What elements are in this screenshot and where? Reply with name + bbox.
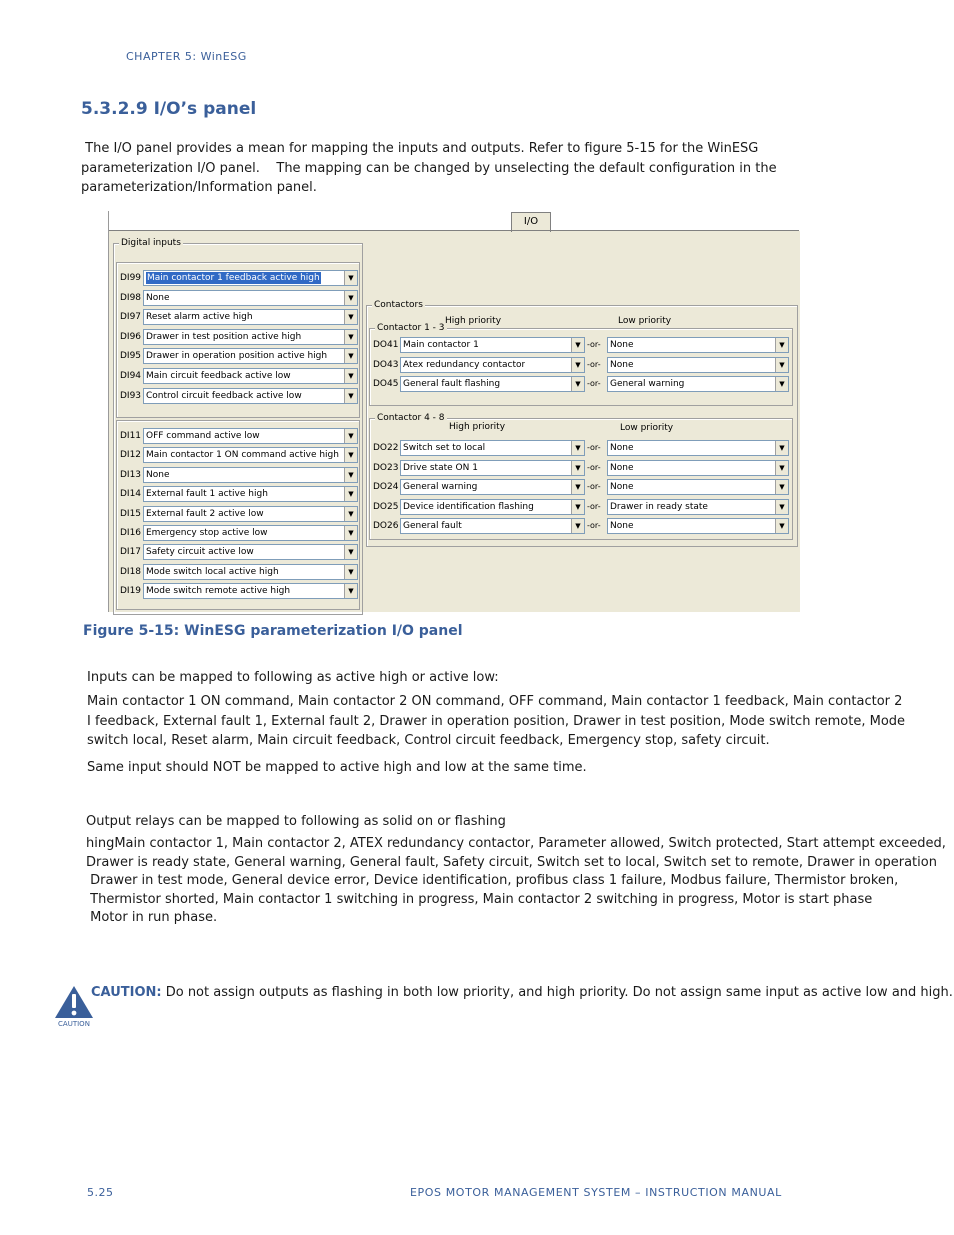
mapping-dropdown[interactable] [143, 428, 358, 444]
dropdown-arrow-icon[interactable]: ▼ [571, 377, 584, 391]
digital-input-label: DI14 [120, 489, 142, 500]
dropdown-value: None [610, 443, 634, 453]
mapping-dropdown[interactable] [400, 518, 585, 534]
digital-input-label: DI12 [120, 450, 142, 461]
mapping-dropdown[interactable] [607, 357, 789, 373]
high-priority-label: High priority [449, 422, 506, 432]
digital-output-label: DO41 [373, 340, 399, 350]
dropdown-value: None [610, 359, 634, 370]
dropdown-arrow-icon[interactable]: ▼ [344, 330, 357, 344]
mapping-dropdown[interactable] [143, 564, 358, 580]
dropdown-arrow-icon[interactable]: ▼ [344, 545, 357, 559]
tab-strip [109, 211, 800, 231]
dropdown-arrow-icon[interactable]: ▼ [344, 584, 357, 598]
dropdown-arrow-icon[interactable]: ▼ [344, 389, 357, 403]
dropdown-arrow-icon[interactable]: ▼ [775, 441, 788, 455]
or-separator: -or- [587, 379, 601, 388]
digital-input-row [120, 428, 356, 444]
dropdown-arrow-icon[interactable]: ▼ [344, 526, 357, 540]
digital-output-row [373, 518, 789, 534]
digital-output-label: DO23 [373, 462, 399, 473]
digital-input-label: DI16 [120, 528, 142, 538]
contactors-group [366, 300, 798, 547]
contactors-label: Contactors [374, 300, 423, 310]
section-title: 5.3.2.9 I/O’s panel [81, 99, 257, 119]
mapping-dropdown[interactable] [607, 337, 789, 353]
low-priority-label: Low priority [618, 316, 672, 326]
contactor-1-3-group [369, 316, 793, 406]
dropdown-value: None [610, 482, 634, 492]
digital-input-row [120, 270, 356, 286]
or-separator: -or- [587, 359, 601, 369]
outputs-line: Drawer is ready state, General warning, General fault, Safety circuit, Switch set to local, Switch set to remote, Drawer in operation [86, 854, 937, 870]
digital-input-row [120, 506, 356, 522]
dropdown-arrow-icon[interactable]: ▼ [775, 338, 788, 352]
outputs-intro: Output relays can be mapped to following as solid on or flashing [86, 814, 506, 829]
mapping-dropdown[interactable] [400, 499, 585, 515]
mapping-dropdown[interactable] [143, 388, 358, 404]
tab-io[interactable]: I/O [511, 212, 551, 232]
digital-input-row [120, 309, 356, 325]
dropdown-arrow-icon[interactable]: ▼ [775, 480, 788, 494]
dropdown-arrow-icon[interactable]: ▼ [775, 461, 788, 475]
dropdown-value: Main contactor 1 [403, 340, 479, 350]
mapping-dropdown[interactable] [143, 329, 358, 345]
mapping-dropdown[interactable] [143, 348, 358, 364]
mapping-dropdown[interactable] [400, 376, 585, 392]
digital-inputs-label: Digital inputs [121, 238, 181, 248]
dropdown-value: Main circuit feedback active low [146, 371, 291, 381]
digital-input-row [120, 486, 356, 502]
digital-input-label: DI95 [120, 351, 142, 362]
outputs-line: hingMain contactor 1, Main contactor 2, ATEX redundancy contactor, Parameter allowed, Switch protected, Start attempt exceeded, [86, 836, 946, 851]
digital-input-label: DI17 [120, 547, 142, 558]
dropdown-value: Drive state ON 1 [403, 462, 478, 473]
dropdown-value: External fault 1 active high [146, 489, 268, 500]
dropdown-arrow-icon[interactable]: ▼ [344, 310, 357, 324]
mapping-dropdown[interactable] [143, 506, 358, 522]
mapping-dropdown[interactable] [143, 290, 358, 306]
digital-input-label: DI19 [120, 586, 142, 597]
digital-input-row [120, 368, 356, 384]
digital-input-label: DI96 [120, 331, 142, 342]
dropdown-value: Switch set to local [403, 443, 486, 453]
dropdown-value: General warning [403, 482, 478, 492]
digital-input-row [120, 467, 356, 483]
digital-input-row [120, 544, 356, 560]
dropdown-arrow-icon[interactable]: ▼ [775, 377, 788, 391]
mapping-dropdown[interactable] [607, 479, 789, 495]
dropdown-value: Drawer in operation position active high [146, 351, 328, 362]
dropdown-value: External fault 2 active low [146, 508, 264, 519]
digital-output-row [373, 440, 789, 456]
low-priority-label: Low priority [620, 423, 674, 433]
dropdown-value: General fault flashing [403, 379, 501, 389]
digital-input-label: DI93 [120, 390, 142, 401]
inputs-list: Main contactor 1 ON command, Main contactor 2 ON command, OFF command, Main contactor 1 feedback, Main contactor 2 I feedback, External fault 1, External fault 2, Drawer in operation position, Drawer in test position, Mode switch remote, Mode switch local, Reset alarm, Main circuit feedback, Control circuit feedback, Emergency stop, safety circuit. [87, 694, 906, 748]
or-separator: -or- [587, 482, 601, 491]
dropdown-arrow-icon[interactable]: ▼ [571, 441, 584, 455]
dropdown-arrow-icon[interactable]: ▼ [571, 461, 584, 475]
dropdown-value: Main contactor 1 feedback active high [147, 273, 320, 283]
dropdown-value: OFF command active low [146, 431, 260, 441]
digital-input-label: DI98 [120, 292, 142, 303]
digital-input-row [120, 447, 356, 463]
or-separator: -or- [587, 462, 601, 472]
dropdown-value: Mode switch remote active high [146, 586, 291, 597]
mapping-dropdown[interactable] [143, 486, 358, 502]
dropdown-arrow-icon[interactable]: ▼ [344, 468, 357, 482]
dropdown-arrow-icon[interactable]: ▼ [344, 448, 357, 462]
contactor-1-3-label: Contactor 1 - 3 [377, 323, 445, 333]
caution-icon [54, 985, 94, 1027]
digital-input-row [120, 583, 356, 599]
mapping-dropdown[interactable] [607, 376, 789, 392]
dropdown-value: Emergency stop active low [146, 528, 268, 538]
footer-title: EPOS MOTOR MANAGEMENT SYSTEM – INSTRUCTION MANUAL [410, 1186, 782, 1199]
dropdown-value: None [146, 469, 170, 480]
digital-input-row [120, 290, 356, 306]
digital-output-label: DO22 [373, 443, 399, 453]
digital-input-label: DI18 [120, 566, 142, 577]
digital-output-row [373, 376, 789, 392]
digital-input-label: DI11 [120, 431, 142, 441]
digital-input-label: DI13 [120, 469, 142, 480]
dropdown-arrow-icon[interactable]: ▼ [344, 291, 357, 305]
dropdown-value: General fault [403, 521, 462, 531]
digital-input-row [120, 348, 356, 364]
contactor-4-8-group [369, 413, 793, 540]
intro-line: parameterization I/O panel. The mapping can be changed by unselecting the default configuration in the [81, 160, 777, 176]
digital-output-label: DO26 [373, 521, 399, 531]
dropdown-arrow-icon[interactable]: ▼ [344, 487, 357, 501]
or-separator: -or- [587, 340, 601, 349]
intro-line: The I/O panel provides a mean for mapping the inputs and outputs. Refer to figure 5-15 for the WinESG [81, 141, 759, 156]
dropdown-value: None [146, 292, 170, 303]
mapping-dropdown[interactable] [143, 309, 358, 325]
dropdown-arrow-icon[interactable]: ▼ [344, 271, 357, 285]
mapping-dropdown[interactable] [143, 447, 358, 463]
mapping-dropdown[interactable] [143, 544, 358, 560]
dropdown-value: Mode switch local active high [146, 566, 279, 577]
dropdown-arrow-icon[interactable]: ▼ [571, 338, 584, 352]
dropdown-value: Device identification flashing [403, 501, 534, 512]
digital-input-row [120, 388, 356, 404]
digital-output-label: DO25 [373, 501, 399, 512]
caution-label: CAUTION: [91, 985, 162, 1000]
dropdown-value: Drawer in test position active high [146, 331, 302, 342]
dropdown-value: Safety circuit active low [146, 547, 254, 558]
figure-caption: Figure 5-15: WinESG parameterization I/O panel [83, 623, 463, 639]
digital-output-row [373, 479, 789, 495]
dropdown-arrow-icon[interactable]: ▼ [344, 565, 357, 579]
dropdown-value: None [610, 521, 634, 531]
mapping-dropdown[interactable] [400, 479, 585, 495]
dropdown-value: Atex redundancy contactor [403, 359, 526, 370]
digital-input-label: DI94 [120, 371, 142, 381]
outputs-line: Motor in run phase. [86, 910, 218, 925]
dropdown-value: None [610, 462, 634, 473]
mapping-dropdown[interactable] [400, 357, 585, 373]
io-panel-body [109, 230, 799, 612]
or-separator: -or- [587, 521, 601, 530]
high-priority-label: High priority [445, 316, 502, 326]
mapping-dropdown[interactable] [143, 467, 358, 483]
digital-input-label: DI99 [120, 273, 142, 283]
digital-input-label: DI15 [120, 508, 142, 519]
intro-paragraph [81, 139, 781, 198]
digital-input-row [120, 525, 356, 541]
digital-inputs-group [113, 238, 363, 615]
or-separator: -or- [587, 501, 601, 511]
digital-output-row [373, 357, 789, 373]
caution-text [91, 985, 953, 1000]
dropdown-arrow-icon[interactable]: ▼ [344, 349, 357, 363]
chapter-header: CHAPTER 5: WinESG [126, 50, 247, 63]
inputs-warning: Same input should NOT be mapped to active high and low at the same time. [87, 760, 587, 775]
mapping-dropdown[interactable] [607, 499, 789, 515]
digital-input-row [120, 329, 356, 345]
dropdown-value: Drawer in ready state [610, 501, 708, 512]
mapping-dropdown[interactable] [143, 583, 358, 599]
mapping-dropdown[interactable] [400, 337, 585, 353]
inputs-intro: Inputs can be mapped to following as active high or active low: [87, 670, 499, 685]
dropdown-value: Main contactor 1 ON command active high [146, 450, 339, 461]
mapping-dropdown[interactable] [400, 440, 585, 456]
dropdown-arrow-icon[interactable]: ▼ [775, 500, 788, 514]
dropdown-arrow-icon[interactable]: ▼ [571, 519, 584, 533]
dropdown-arrow-icon[interactable]: ▼ [571, 500, 584, 514]
digital-output-label: DO43 [373, 359, 399, 370]
outputs-line: Drawer in test mode, General device error, Device identification, profibus class 1 failure, Modbus failure, Thermistor broken, [86, 873, 899, 888]
dropdown-arrow-icon[interactable]: ▼ [344, 507, 357, 521]
digital-output-row [373, 337, 789, 353]
digital-input-label: DI97 [120, 312, 142, 323]
digital-output-row [373, 499, 789, 515]
caution-message: Do not assign outputs as flashing in both low priority, and high priority. Do not assign same input as active low and high. [161, 985, 953, 1000]
digital-output-row [373, 460, 789, 476]
mapping-dropdown[interactable] [143, 525, 358, 541]
dropdown-arrow-icon[interactable]: ▼ [344, 369, 357, 383]
dropdown-arrow-icon[interactable]: ▼ [571, 358, 584, 372]
dropdown-value: General warning [610, 379, 685, 389]
or-separator: -or- [587, 443, 601, 452]
digital-input-row [120, 564, 356, 580]
mapping-dropdown[interactable] [143, 270, 358, 286]
mapping-dropdown[interactable] [607, 440, 789, 456]
digital-inputs-block-2 [116, 420, 360, 610]
digital-output-label: DO45 [373, 379, 399, 389]
dropdown-value: Reset alarm active high [146, 312, 253, 323]
mapping-dropdown[interactable] [607, 460, 789, 476]
contactor-4-8-label: Contactor 4 - 8 [377, 413, 445, 423]
intro-line: parameterization/Information panel. [81, 180, 317, 195]
page-number: 5.25 [87, 1186, 114, 1199]
mapping-dropdown[interactable] [607, 518, 789, 534]
outputs-line: Thermistor shorted, Main contactor 1 switching in progress, Main contactor 2 switching in progress, Motor is start phase [86, 891, 873, 907]
dropdown-arrow-icon[interactable]: ▼ [775, 358, 788, 372]
mapping-dropdown[interactable] [400, 460, 585, 476]
io-panel-screenshot [108, 211, 800, 612]
dropdown-arrow-icon[interactable]: ▼ [775, 519, 788, 533]
dropdown-arrow-icon[interactable]: ▼ [571, 480, 584, 494]
digital-inputs-block-1 [116, 262, 360, 418]
caution-icon-label: CAUTION [58, 1020, 90, 1027]
dropdown-value: Control circuit feedback active low [146, 390, 302, 401]
outputs-list [86, 835, 946, 928]
digital-output-label: DO24 [373, 482, 399, 492]
dropdown-value: None [610, 340, 634, 350]
dropdown-arrow-icon[interactable]: ▼ [344, 429, 357, 443]
mapping-dropdown[interactable] [143, 368, 358, 384]
